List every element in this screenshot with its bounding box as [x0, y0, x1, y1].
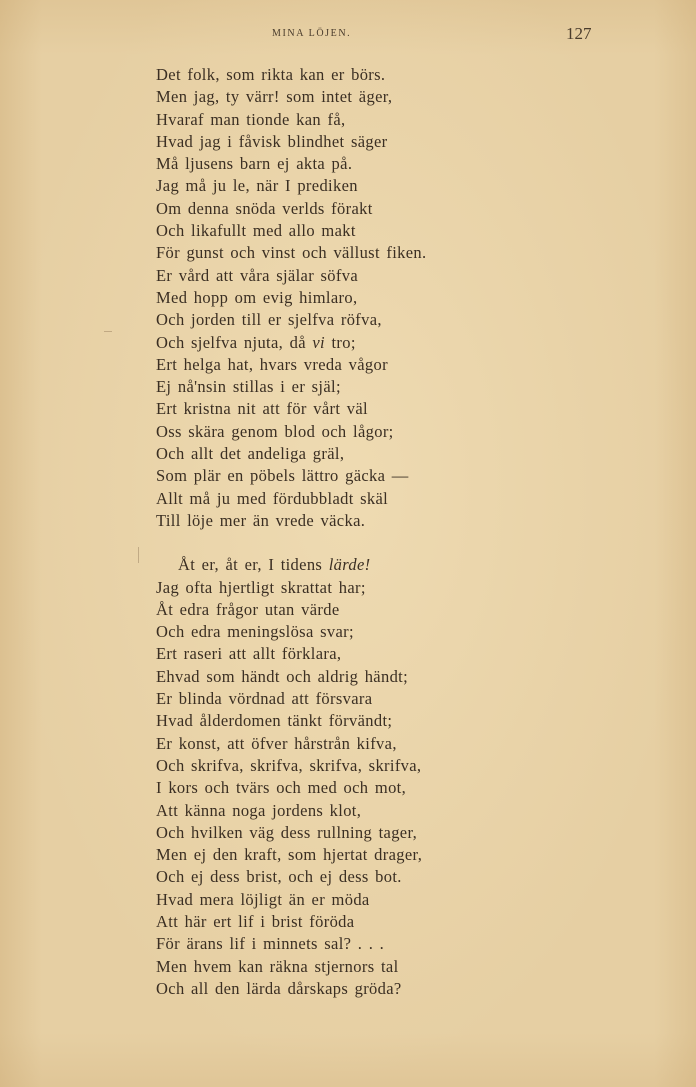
stanza-2	[156, 554, 676, 1000]
poem-line: Och ej dess brist, och ej dess bot.	[156, 867, 402, 887]
page-number: 127	[566, 24, 592, 43]
poem-line: Men jag, ty värr! som intet äger,	[156, 87, 393, 107]
poem-line: Och skrifva, skrifva, skrifva, skrifva,	[156, 755, 422, 775]
poem-line: Som plär en pöbels lättro gäcka —	[156, 466, 409, 486]
poem-line: Er konst, att öfver hårstrån kifva,	[156, 733, 397, 753]
poem-line	[156, 554, 676, 576]
poem-line: Oss skära genom blod och lågor;	[156, 421, 394, 441]
poem-line: Åt edra frågor utan värde	[156, 599, 340, 619]
poem-line: Ert helga hat, hvars vreda vågor	[156, 354, 388, 374]
poem-body	[156, 64, 676, 1000]
poem-line: Men hvem kan räkna stjernors tal	[156, 956, 399, 976]
poem-line: Och edra meningslösa svar;	[156, 622, 354, 642]
poem-line: Jag ofta hjertligt skrattat har;	[156, 577, 366, 597]
poem-line: För gunst och vinst och vällust fiken.	[156, 243, 427, 263]
poem-line: Det folk, som rikta kan er börs.	[156, 65, 386, 84]
margin-mark	[104, 331, 112, 332]
poem-line: I kors och tvärs och med och mot,	[156, 778, 407, 798]
running-head	[0, 24, 696, 44]
poem-line	[156, 332, 676, 354]
poem-line: Ert kristna nit att för vårt väl	[156, 399, 368, 419]
poem-line: Er blinda vördnad att försvara	[156, 689, 373, 709]
poem-line: Hvad mera löjligt än er möda	[156, 889, 370, 909]
poem-line-text: tro;	[324, 332, 356, 352]
poem-line: Om denna snöda verlds förakt	[156, 198, 373, 218]
poem-line: Och allt det andeliga gräl,	[156, 444, 345, 464]
poem-line-text: Och sjelfva njuta, då	[156, 332, 313, 352]
poem-line: Och jorden till er sjelfva röfva,	[156, 310, 382, 330]
poem-line: Jag må ju le, när I prediken	[156, 176, 358, 196]
poem-line: Allt må ju med fördubbladt skäl	[156, 488, 389, 508]
poem-line-emphasis: vi	[312, 332, 325, 352]
poem-line: Och all den lärda dårskaps gröda?	[156, 978, 402, 998]
poem-line: Må ljusens barn ej akta på.	[156, 154, 353, 174]
poem-line-emphasis: lärde!	[328, 555, 371, 575]
running-title: MINA LÖJEN.	[272, 28, 352, 39]
poem-line: För ärans lif i minnets sal? . . .	[156, 934, 385, 954]
poem-line: Er vård att våra själar söfva	[156, 265, 359, 285]
poem-line: Till löje mer än vrede väcka.	[156, 510, 366, 530]
poem-line: Hvad jag i fåvisk blindhet säger	[156, 131, 388, 151]
poem-line: Hvaraf man tionde kan få,	[156, 109, 346, 129]
stanza-1	[156, 64, 676, 532]
poem-line: Att känna noga jordens klot,	[156, 800, 362, 820]
margin-mark	[138, 547, 139, 563]
poem-line: Men ej den kraft, som hjertat drager,	[156, 845, 423, 865]
poem-line: Ej nå'nsin stillas i er själ;	[156, 377, 341, 397]
poem-line: Ert raseri att allt förklara,	[156, 644, 342, 664]
poem-line: Med hopp om evig himlaro,	[156, 287, 358, 307]
poem-line: Och likafullt med allo makt	[156, 221, 356, 241]
poem-line: Och hvilken väg dess rullning tager,	[156, 822, 418, 842]
poem-line-text: Åt er, åt er, I tidens	[178, 555, 329, 575]
poem-line: Hvad ålderdomen tänkt förvändt;	[156, 711, 393, 731]
poem-line: Att här ert lif i brist föröda	[156, 911, 355, 931]
poem-line: Ehvad som händt och aldrig händt;	[156, 666, 409, 686]
